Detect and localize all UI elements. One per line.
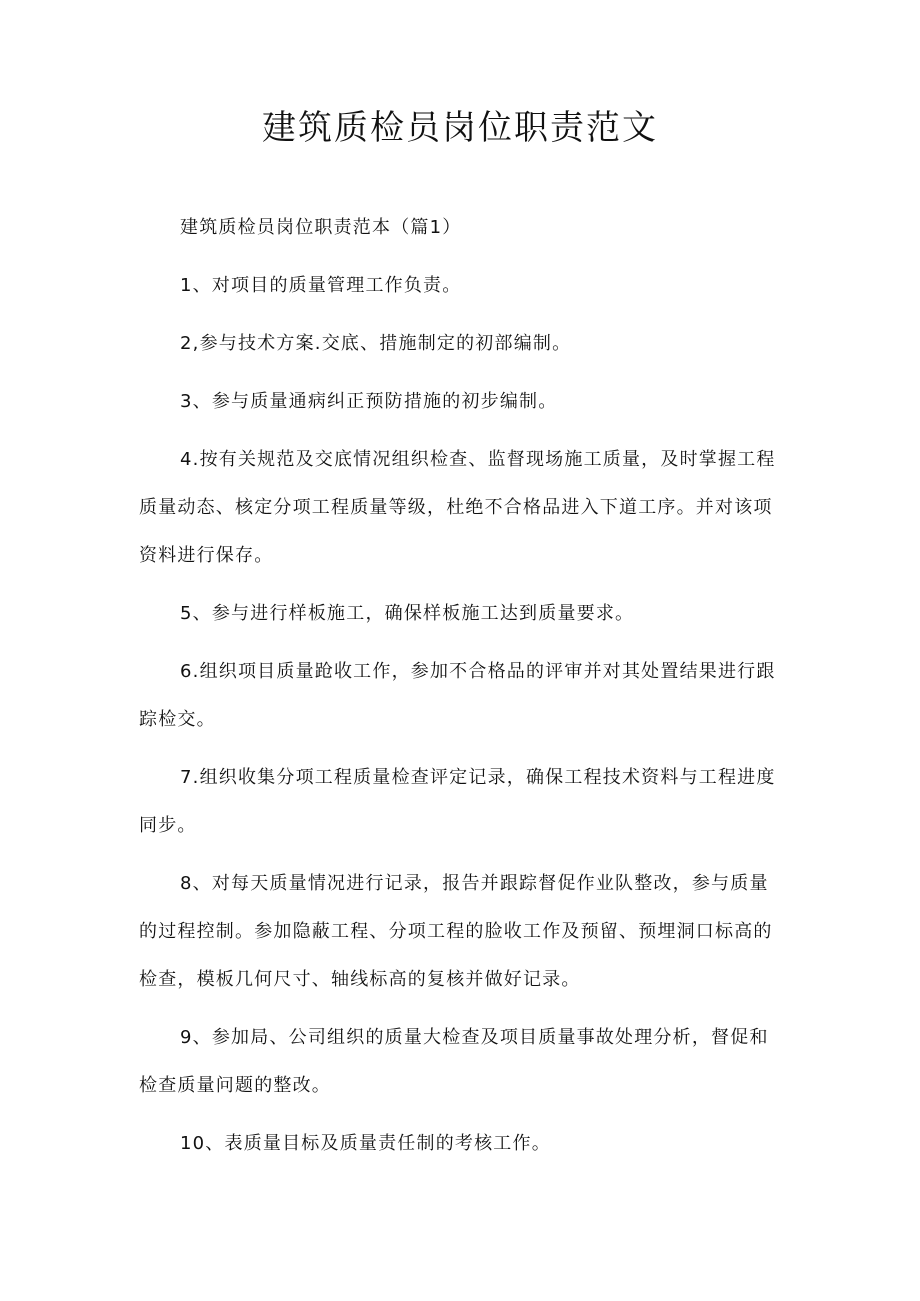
duty-item-6: 6.组织项目质量跄收工作，参加不合格品的评审并对其处置结果进行跟踪检交。 [139,661,776,730]
duty-item-7: 7.组织收集分项工程质量检查评定记录，确保工程技术资料与工程进度同步。 [139,767,776,836]
duty-item-4: 4.按有关规范及交底情况组织检查、监督现场施工质量，及时掌握工程质量动态、核定分项工程质量等级，杜绝不合格品进入下道工序。并对该项资料进行保存。 [139,449,776,566]
document-title: 建筑质检员岗位职责范文 [262,108,658,148]
duty-item-8: 8、对每天质量情况进行记录，报告并跟踪督促作业队整改，参与质量的过程控制。参加隐蔽工程、分项工程的脸收工作及预留、预埋洞口标高的检查，模板几何尺寸、轴线标高的复核并做好记录。 [139,873,773,990]
duty-item-3: 3、参与质量通病纠正预防措施的初步编制。 [180,391,558,412]
duty-item-10: 10、表质量目标及质量责任制的考核工作。 [180,1133,551,1154]
duty-item-5: 5、参与进行样板施工，确保样板施工达到质量要求。 [180,603,635,624]
duty-item-1: 1、对项目的质量管理工作负责。 [180,275,462,296]
section-heading: 建筑质检员岗位职责范本（篇1） [180,217,462,238]
duty-item-2: 2,参与技术方案.交底、措施制定的初部编制。 [180,333,572,354]
document-body [139,204,784,1178]
duty-item-9: 9、参加局、公司组织的质量大检查及项目质量事故处理分析，督促和检查质量问题的整改。 [139,1027,769,1096]
